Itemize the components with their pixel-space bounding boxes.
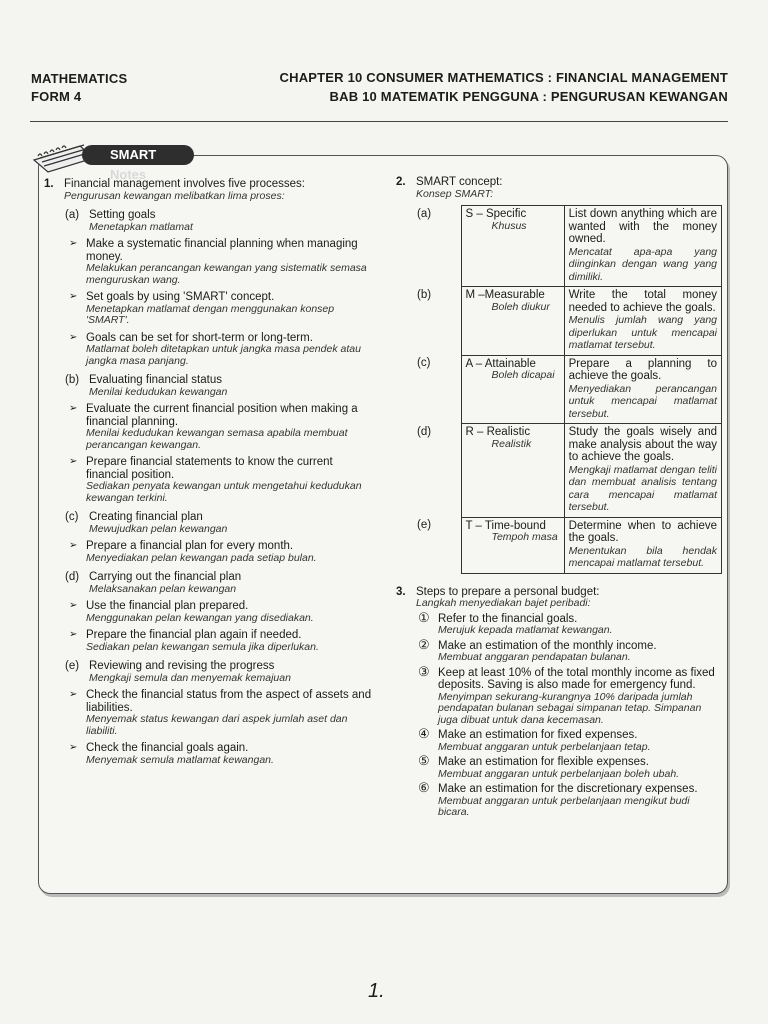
budget-step — [396, 609, 722, 637]
chapter-title-en: CHAPTER 10 CONSUMER MATHEMATICS : FINANCIAL MANAGEMENT — [279, 70, 728, 85]
point-1-intro: Financial management involves five processes: — [64, 178, 305, 190]
bullet-text-ms: Melakukan perancangan kewangan yang sistematik semasa menguruskan wang. — [86, 262, 367, 286]
smart-key-en: S – Specific — [465, 208, 527, 220]
bullet-text-ms: Menetapkan matlamat dengan menggunakan konsep 'SMART'. — [86, 302, 335, 326]
bullet-text-ms: Menyediakan pelan kewangan pada setiap bulan. — [86, 551, 317, 564]
process-carrying-out-plan — [44, 571, 374, 595]
row-label: (c) — [417, 357, 431, 369]
bullet-text-ms: Sediakan penyata kewangan untuk mengetahui kedudukan kewangan terkini. — [86, 480, 362, 504]
table-row — [439, 355, 722, 424]
budget-step — [396, 780, 722, 819]
bullet-text: Make a systematic financial planning when managing money. — [86, 238, 358, 263]
smart-description — [564, 517, 721, 573]
budget-step — [396, 636, 722, 664]
step-text-ms: Membuat anggaran untuk perbelanjaan boleh ubah. — [438, 767, 680, 780]
smart-key-en: T – Time-bound — [465, 519, 546, 532]
table-row — [439, 287, 722, 356]
bullet-item — [44, 629, 374, 653]
step-text-ms: Menyimpan sekurang-kurangnya 10% daripada jumlah pendapatan bulanan sebagai simpanan tetap. Simpanan juga dibuat untuk dana kecemasan. — [438, 690, 702, 726]
step-number-icon: ① — [418, 609, 430, 625]
smart-key — [461, 206, 564, 287]
point-1-heading — [44, 178, 374, 191]
budget-step — [396, 726, 722, 753]
bullet-text: Evaluate the current financial position when making a financial planning. — [86, 403, 358, 428]
table-row — [439, 517, 722, 573]
smart-key-ms: Realistik — [491, 437, 532, 450]
bullet-item — [44, 332, 374, 368]
process-title-ms: Menetapkan matlamat — [89, 220, 193, 233]
smart-key-ms: Boleh dicapai — [491, 369, 555, 381]
bullet-text: Prepare the financial plan again if needed. — [86, 629, 302, 641]
table-row — [439, 206, 722, 287]
smart-concept-title-ms: Konsep SMART: — [416, 187, 494, 200]
budget-step — [396, 663, 722, 727]
step-text-ms: Merujuk kepada matlamat kewangan. — [438, 624, 613, 636]
process-label: (b) — [65, 374, 80, 386]
point-2-heading — [396, 176, 722, 189]
process-label: (c) — [65, 511, 79, 523]
badge-label — [82, 145, 194, 182]
bullet-item — [44, 456, 374, 504]
bullet-item — [44, 403, 374, 451]
step-text: Make an estimation for the discretionary expenses. — [438, 783, 698, 795]
point-1-intro-ms: Pengurusan kewangan melibatkan lima proses: — [64, 189, 285, 202]
step-text: Make an estimation for flexible expenses. — [438, 756, 649, 768]
process-title-ms: Mewujudkan pelan kewangan — [89, 522, 228, 535]
step-number-icon: ⑥ — [418, 780, 430, 795]
description-en: List down anything which are wanted with the money owned. — [568, 208, 717, 245]
smart-key-ms: Tempoh masa — [491, 531, 558, 543]
smart-key — [461, 424, 564, 518]
step-text: Make an estimation for fixed expenses. — [438, 729, 638, 741]
process-title: Reviewing and revising the progress — [89, 660, 275, 672]
point-number: 1. — [44, 178, 54, 190]
row-label: (e) — [417, 519, 432, 531]
row-label: (b) — [417, 288, 432, 301]
bullet-item — [44, 600, 374, 624]
smart-concept-table — [417, 205, 722, 574]
process-label: (a) — [65, 209, 80, 221]
row-label: (d) — [417, 425, 432, 438]
process-title: Carrying out the financial plan — [89, 571, 242, 583]
description-en: Prepare a planning to achieve the goals. — [568, 357, 717, 382]
budget-steps-title-ms: Langkah menyediakan bajet peribadi: — [416, 597, 591, 609]
smart-key-en: M –Measurable — [465, 289, 545, 301]
bullet-item — [44, 238, 374, 286]
bullet-text: Use the financial plan prepared. — [86, 600, 249, 612]
description-ms: Menulis jumlah wang yang diperlukan untuk mencapai matlamat tersebut. — [568, 314, 717, 351]
subject-title: MATHEMATICS — [31, 71, 128, 86]
step-text-ms: Membuat anggaran untuk perbelanjaan mengikut budi bicara. — [438, 794, 690, 818]
process-title-ms: Melaksanakan pelan kewangan — [89, 582, 237, 595]
process-title-ms: Menilai kedudukan kewangan — [89, 385, 228, 398]
smart-key-ms: Boleh diukur — [491, 300, 550, 313]
step-number-icon: ② — [418, 636, 430, 652]
badge-word-smart: SMART — [110, 147, 157, 162]
process-evaluating-status — [44, 374, 374, 398]
financial-management-column — [44, 178, 374, 766]
step-text: Refer to the financial goals. — [438, 612, 578, 625]
bullet-text-ms: Sediakan pelan kewangan semula jika diperlukan. — [86, 640, 319, 653]
smart-description — [564, 206, 721, 287]
smart-notes-badge — [30, 138, 200, 182]
chapter-header — [280, 68, 728, 106]
smart-description — [564, 424, 721, 518]
process-reviewing-progress — [44, 660, 374, 684]
process-label: (e) — [65, 660, 80, 672]
bullet-item — [44, 291, 374, 327]
bullet-text: Goals can be set for short-term or long-term. — [86, 331, 313, 344]
step-text: Keep at least 10% of the total monthly income as fixed deposits. Saving is also made for emergency fund. — [438, 666, 715, 691]
bullet-text-ms: Menilai kedudukan kewangan semasa apabila membuat perancangan kewangan. — [86, 427, 348, 451]
description-ms: Menyediakan perancangan untuk mencapai matlamat tersebut. — [568, 382, 717, 420]
budget-steps-title: Steps to prepare a personal budget: — [416, 585, 600, 598]
process-label: (d) — [65, 571, 80, 583]
point-number: 3. — [396, 585, 406, 598]
process-title: Creating financial plan — [89, 511, 203, 523]
step-number-icon: ⑤ — [418, 753, 430, 768]
bullet-text: Check the financial status from the aspect of assets and liabilities. — [86, 689, 372, 714]
bullet-item — [44, 689, 374, 737]
header-divider — [30, 121, 728, 122]
smart-description — [564, 287, 721, 356]
step-text-ms: Membuat anggaran untuk perbelanjaan tetap. — [438, 740, 651, 753]
step-text-ms: Membuat anggaran pendapatan bulanan. — [438, 651, 631, 663]
handwritten-page-mark: 1. — [368, 980, 385, 1002]
step-text: Make an estimation of the monthly income. — [438, 639, 657, 652]
process-creating-plan — [44, 511, 374, 535]
description-ms: Mengkaji matlamat dengan teliti dan membuat analisis tentang cara mencapai matlamat tersebut. — [568, 463, 717, 513]
table-row — [439, 424, 722, 518]
bullet-text-ms: Menggunakan pelan kewangan yang disediakan. — [86, 611, 314, 624]
smart-key — [461, 287, 564, 356]
bullet-text: Prepare a financial plan for every month. — [86, 540, 294, 552]
description-ms: Mencatat apa-apa yang diinginkan dengan wang yang dimiliki. — [568, 245, 717, 283]
step-number-icon: ④ — [418, 726, 430, 741]
smart-concept-title: SMART concept: — [416, 176, 503, 188]
budget-step — [396, 753, 722, 780]
bullet-text: Set goals by using 'SMART' concept. — [86, 291, 275, 303]
point-number: 2. — [396, 176, 406, 188]
bullet-text-ms: Menyemak semula matlamat kewangan. — [86, 753, 274, 766]
description-en: Write the total money needed to achieve the goals. — [568, 289, 717, 314]
smart-key-en: R – Realistic — [465, 426, 531, 438]
bullet-text-ms: Menyemak status kewangan dari aspek jumlah aset dan liabiliti. — [86, 713, 348, 737]
smart-key-ms: Khusus — [491, 219, 527, 232]
subject-header — [31, 70, 127, 106]
description-en: Study the goals wisely and make analysis about the way to achieve the goals. — [568, 426, 717, 463]
row-label: (a) — [417, 207, 432, 220]
process-setting-goals — [44, 209, 374, 233]
process-title: Evaluating financial status — [89, 374, 222, 386]
smart-description — [564, 355, 721, 424]
badge-word-notes: Notes — [110, 167, 147, 182]
bullet-item — [44, 742, 374, 766]
step-number-icon: ③ — [418, 663, 430, 679]
process-title: Setting goals — [89, 209, 156, 221]
bullet-text: Check the financial goals again. — [86, 742, 249, 754]
bullet-text: Prepare financial statements to know the current financial position. — [86, 456, 333, 481]
process-title-ms: Mengkaji semula dan menyemak kemajuan — [89, 671, 291, 684]
bullet-text-ms: Matlamat boleh ditetapkan untuk jangka masa pendek atau jangka masa panjang. — [86, 343, 361, 367]
form-level: FORM 4 — [31, 89, 82, 104]
bullet-item — [44, 540, 374, 564]
smart-budget-column — [396, 176, 722, 819]
description-en: Determine when to achieve the goals. — [568, 519, 717, 544]
smart-key — [461, 355, 564, 424]
smart-key — [461, 517, 564, 573]
description-ms: Menentukan bila hendak mencapai matlamat tersebut. — [568, 544, 717, 569]
chapter-title-ms: BAB 10 MATEMATIK PENGGUNA : PENGURUSAN KEWANGAN — [329, 89, 728, 104]
smart-key-en: A – Attainable — [465, 357, 536, 370]
